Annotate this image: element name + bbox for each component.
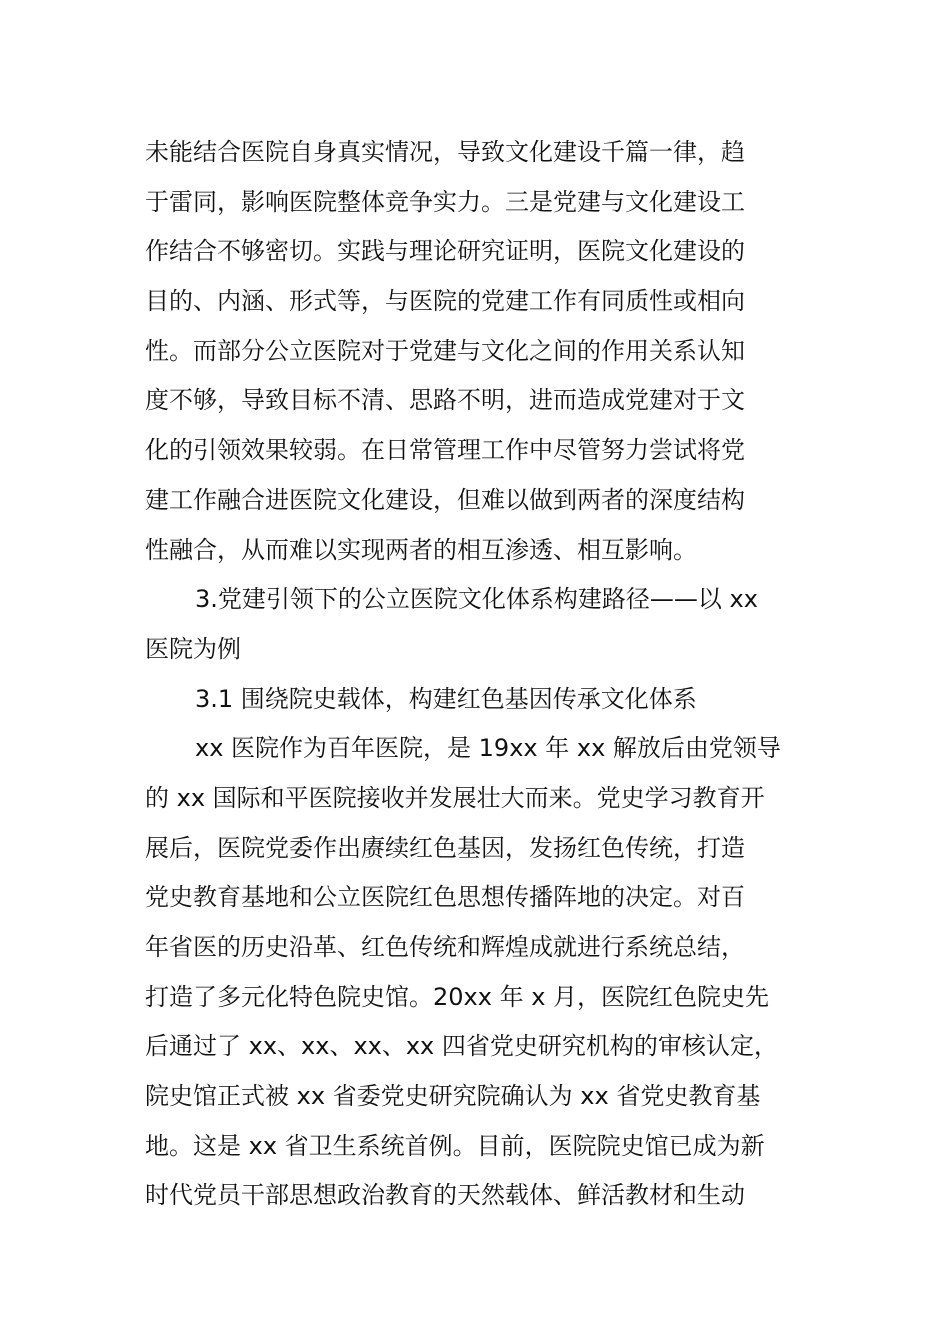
text-line: 化的引领效果较弱。在日常管理工作中尽管努力尝试将党 [145, 436, 745, 465]
document-body [145, 128, 835, 1221]
text-line: 于雷同，影响医院整体竞争实力。三是党建与文化建设工 [145, 187, 745, 216]
text-line: 作结合不够密切。实践与理论研究证明，医院文化建设的 [145, 237, 745, 266]
text-line: 目的、内涵、形式等，与医院的党建工作有同质性或相向 [145, 287, 745, 316]
text-line: 党史教育基地和公立医院红色思想传播阵地的决定。对百 [145, 883, 745, 912]
text-line: 性融合，从而难以实现两者的相互渗透、相互影响。 [145, 535, 697, 564]
text-line: 建工作融合进医院文化建设，但难以做到两者的深度结构 [145, 485, 745, 514]
text-line: 性。而部分公立医院对于党建与文化之间的作用关系认知 [145, 336, 745, 365]
text-line: xx 医院作为百年医院，是 19xx 年 xx 解放后由党领导 [195, 734, 781, 763]
text-line: 地。这是 xx 省卫生系统首例。目前，医院院史馆已成为新 [145, 1131, 765, 1160]
text-line: 后通过了 xx、xx、xx、xx 四省党史研究机构的审核认定， [145, 1032, 778, 1061]
subsection-heading: 3.1 围绕院史载体，构建红色基因传承文化体系 [195, 684, 697, 713]
text-line: 展后，医院党委作出赓续红色基因，发扬红色传统，打造 [145, 833, 745, 862]
section-heading-continued: 医院为例 [145, 634, 241, 663]
text-line: 打造了多元化特色院史馆。20xx 年 x 月，医院红色院史先 [145, 982, 770, 1011]
text-line: 年省医的历史沿革、红色传统和辉煌成就进行系统总结， [145, 933, 745, 961]
text-line: 度不够，导致目标不清、思路不明，进而造成党建对于文 [145, 386, 745, 415]
text-line: 时代党员干部思想政治教育的天然载体、鲜活教材和生动 [145, 1181, 745, 1210]
text-line: 院史馆正式被 xx 省委党史研究院确认为 xx 省党史教育基 [145, 1082, 761, 1111]
section-heading: 3.党建引领下的公立医院文化体系构建路径——以 xx [195, 585, 758, 614]
text-line: 未能结合医院自身真实情况，导致文化建设千篇一律，趋 [145, 138, 745, 166]
text-line: 的 xx 国际和平医院接收并发展壮大而来。党史学习教育开 [145, 783, 765, 812]
